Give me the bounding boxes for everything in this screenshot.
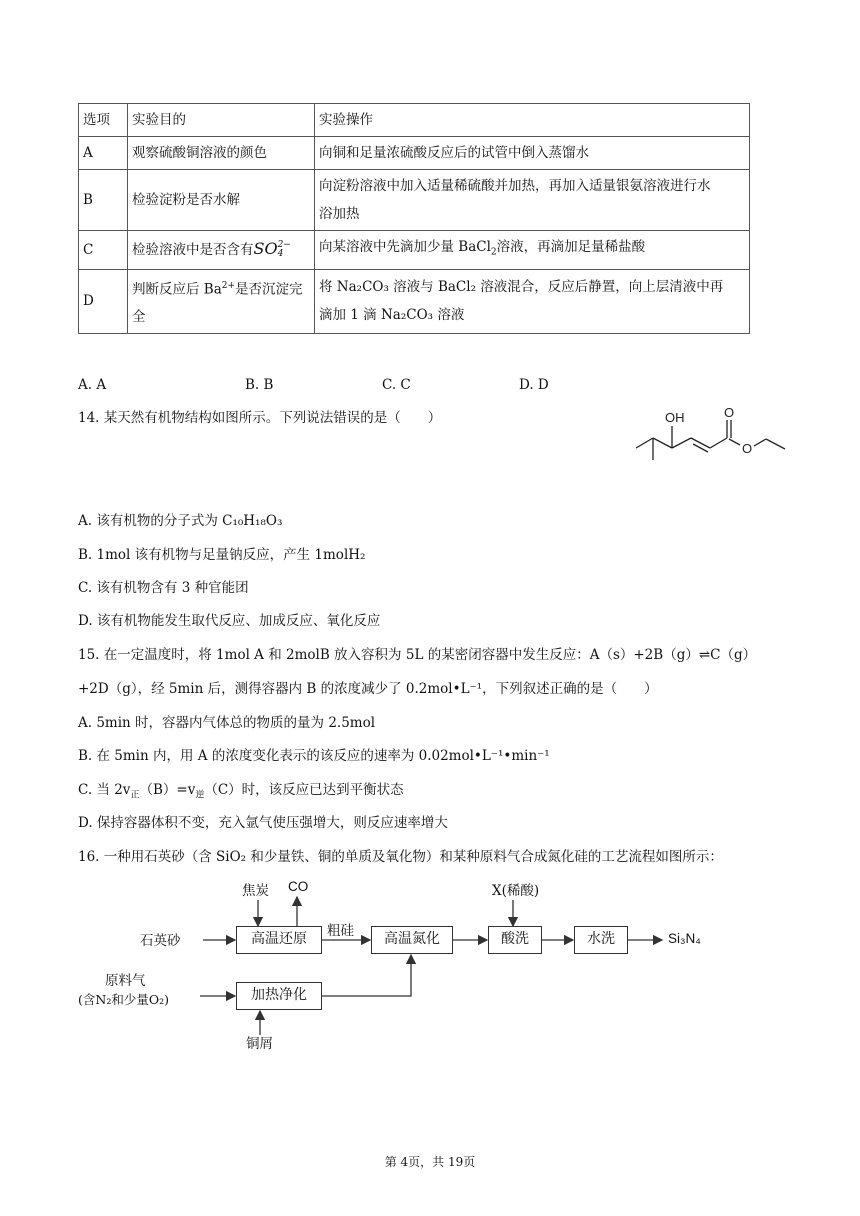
row-operation: 向铜和足量浓硫酸反应后的试管中倒入蒸馏水 [315, 137, 750, 170]
operation-text: 溶液，再滴加足量稀盐酸 [496, 239, 646, 255]
purpose-text: 是否沉淀完 [235, 281, 303, 298]
operation-line: 浴加热 [319, 206, 360, 222]
flow-feed-gas-label: 原料气 [105, 973, 146, 989]
ion-subscript: 4 [277, 248, 284, 259]
carbonyl-o-label: O [724, 405, 735, 420]
flow-co-label: CO [288, 879, 309, 894]
q16-stem: 16. 一种用石英砂（含 SiO₂ 和少量铁、铜的单质及氧化物）和某种原料气合成氮化硅的工艺流程如图所示： [78, 849, 723, 865]
q14-option-c: C. 该有机物含有 3 种官能团 [78, 580, 249, 596]
operation-line: 滴加 1 滴 Na₂CO₃ 溶液 [319, 307, 465, 324]
superscript: 2+ [221, 280, 236, 291]
q15-stem-line1: 15. 在一定温度时，将 1mol A 和 2molB 放入容积为 5L 的某密闭容器中发生反应：A（s）+2B（g）⇌C（g） [78, 647, 757, 663]
flow-input-quartz: 石英砂 [140, 933, 181, 949]
flow-feed-gas-composition: (含N₂和少量O₂) [78, 992, 169, 1007]
q14-option-b: B. 1mol 该有机物与足量钠反应，产生 1molH₂ [78, 547, 366, 563]
flow-box-acid-wash: 酸洗 [488, 926, 542, 954]
oh-label: OH [665, 410, 685, 425]
row-option: B [79, 170, 128, 231]
subscript: 逆 [195, 790, 205, 801]
purpose-text: 全 [132, 309, 146, 326]
ester-o-label: O [742, 441, 753, 456]
q15-option-b: B. 在 5min 内，用 A 的浓度变化表示的该反应的速率为 0.02mol•L⁻¹•min⁻¹ [78, 748, 550, 764]
flow-box-reduction: 高温还原 [236, 926, 322, 954]
row-option: A [79, 137, 128, 170]
option-d: D. D [519, 377, 549, 393]
flow-box-water-wash: 水洗 [574, 926, 628, 954]
row-purpose: 检验淀粉是否水解 [128, 170, 315, 231]
purpose-text: 检验溶液中是否含有 [132, 242, 254, 259]
operation-line: 将 Na₂CO₃ 溶液与 BaCl₂ 溶液混合，反应后静置，向上层清液中再 [319, 279, 724, 296]
header-operation: 实验操作 [315, 104, 750, 137]
operation-line: 向淀粉溶液中加入适量稀硫酸并加热，再加入适量银氨溶液进行水 [319, 178, 711, 194]
option-b: B. B [245, 377, 274, 393]
q14-option-a: A. 该有机物的分子式为 C₁₀H₁₈O₃ [78, 513, 283, 529]
flow-box-purification: 加热净化 [236, 982, 322, 1010]
q14-stem: 14. 某天然有机物结构如图所示。下列说法错误的是（ ） [78, 410, 442, 426]
q15-stem-line2: +2D（g），经 5min 后，测得容器内 B 的浓度减少了 0.2mol•L⁻¹，下列叙述正确的是（ ） [78, 681, 658, 697]
page-footer: 第 4页，共 19页 [384, 1155, 476, 1169]
q15-option-a: A. 5min 时，容器内气体总的物质的量为 2.5mol [78, 715, 376, 731]
ion-charge: 2− [277, 239, 291, 250]
subscript: 2 [490, 247, 497, 258]
header-option: 选项 [79, 104, 128, 137]
row-purpose: 观察硫酸铜溶液的颜色 [128, 137, 315, 170]
option-text: （B）=v [139, 782, 196, 798]
purpose-text: 判断反应后 Ba [132, 281, 222, 298]
row-option: D [79, 269, 128, 334]
ion-symbol: SO [253, 239, 278, 259]
option-text: C. 当 2v [78, 782, 131, 798]
flow-box-nitridation: 高温氮化 [371, 926, 453, 954]
q15-option-d: D. 保持容器体积不变，充入氩气使压强增大，则反应速率增大 [78, 815, 448, 831]
operation-text: 向某溶液中先滴加少量 BaCl [319, 239, 491, 255]
flow-acid-label: X(稀酸) [492, 883, 540, 899]
option-c: C. C [382, 377, 411, 393]
row-option: C [79, 231, 128, 270]
header-purpose: 实验目的 [128, 104, 315, 137]
flow-product-label: Si₃N₄ [668, 931, 701, 946]
flow-crude-silicon-label: 粗硅 [327, 923, 354, 939]
flow-copper-label: 铜屑 [246, 1036, 273, 1052]
q14-option-d: D. 该有机物能发生取代反应、加成反应、氧化反应 [78, 613, 381, 629]
option-text: （C）时，该反应已达到平衡状态 [204, 782, 404, 798]
option-a: A. A [78, 377, 107, 393]
flow-coke-label: 焦炭 [242, 883, 269, 899]
subscript: 正 [130, 790, 140, 801]
